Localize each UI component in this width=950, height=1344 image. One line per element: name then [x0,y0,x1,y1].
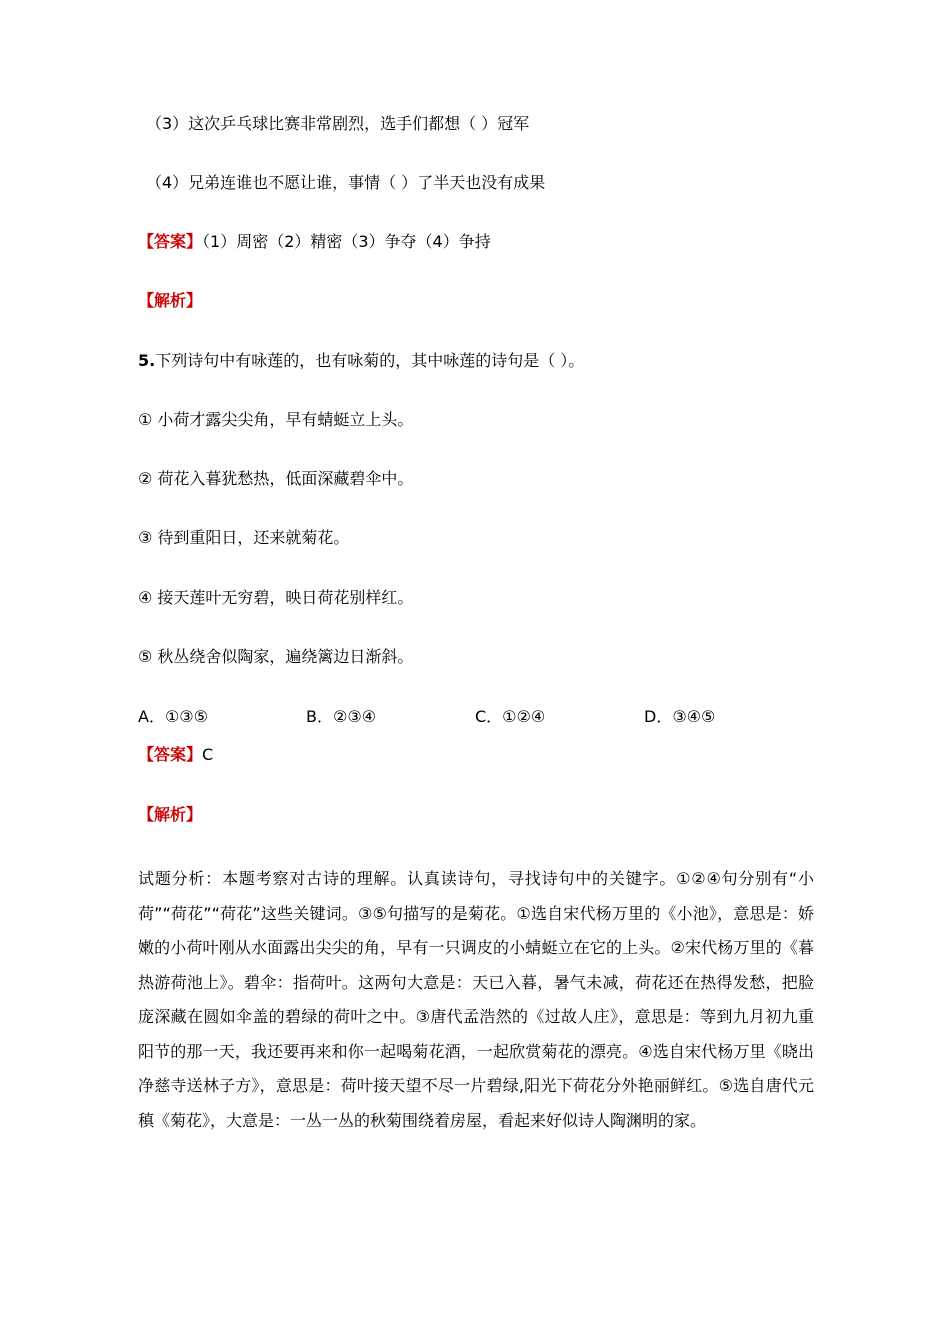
answer-tag: 【答案】 [138,745,203,764]
option-a: A．①③⑤ [138,707,208,726]
question-4-item-3: （3）这次乒乓球比赛非常剧烈，选手们都想（ ）冠军 [146,114,530,133]
question-number: 5. [138,351,156,370]
question-5-stem [138,350,584,372]
option-c: C．①②④ [475,707,546,726]
question-4-analysis-tag: 【解析】 [138,291,203,310]
question-5-answer [138,744,213,766]
answer-options [138,706,838,728]
option-d: D．③④⑤ [644,707,716,726]
analysis-paragraph [138,862,814,1138]
poem-line-5: ⑤ 秋丛绕舍似陶家，遍绕篱边日渐斜。 [138,647,414,666]
answer-tag: 【答案】 [138,232,203,251]
question-5-analysis-tag: 【解析】 [138,805,203,824]
poem-line-4: ④ 接天莲叶无穷碧，映日荷花别样红。 [138,588,414,607]
poem-line-3: ③ 待到重阳日，还来就菊花。 [138,528,350,547]
poem-line-1: ① 小荷才露尖尖角，早有蜻蜓立上头。 [138,410,414,429]
answer-value: C [202,745,214,764]
question-4-item-4: （4）兄弟连谁也不愿让谁，事情（ ）了半天也没有成果 [146,173,546,192]
option-b: B．②③④ [306,707,377,726]
analysis-text: 试题分析：本题考察对古诗的理解。认真读诗句，寻找诗句中的关键字。①②④句分别有“小荷”“荷花”“荷花”这些关键词。③⑤句描写的是菊花。①选自宋代杨万里的《小池》，意思是：娇嫩的小荷叶刚从水面露出尖尖的角，早有一只调皮的小蜻蜓立在它的上头。②宋代杨万里的《暮热游荷池上》。碧伞：指荷叶。这两句大意是：天已入暮，暑气未减，荷花还在热得发愁，把脸庞深藏在圆如伞盖的碧绿的荷叶之中。③唐代孟浩然的《过故人庄》，意思是：等到九月初九重阳节的那一天，我还要再来和你一起喝菊花酒，一起欣赏菊花的漂亮。④选自宋代杨万里《晓出净慈寺送林子方》，意思是：荷叶接天望不尽一片碧绿,阳光下荷花分外艳丽鲜红。⑤选自唐代元稹《菊花》，大意是：一丛一丛的秋菊围绕着房屋，看起来好似诗人陶渊明的家。 [138,869,814,1130]
question-text: 下列诗句中有咏莲的，也有咏菊的，其中咏莲的诗句是（ ）。 [155,351,585,370]
poem-line-2: ② 荷花入暮犹愁热，低面深藏碧伞中。 [138,469,414,488]
answer-text: （1）周密（2）精密（3）争夺（4）争持 [202,232,491,251]
question-4-answer [138,231,491,253]
